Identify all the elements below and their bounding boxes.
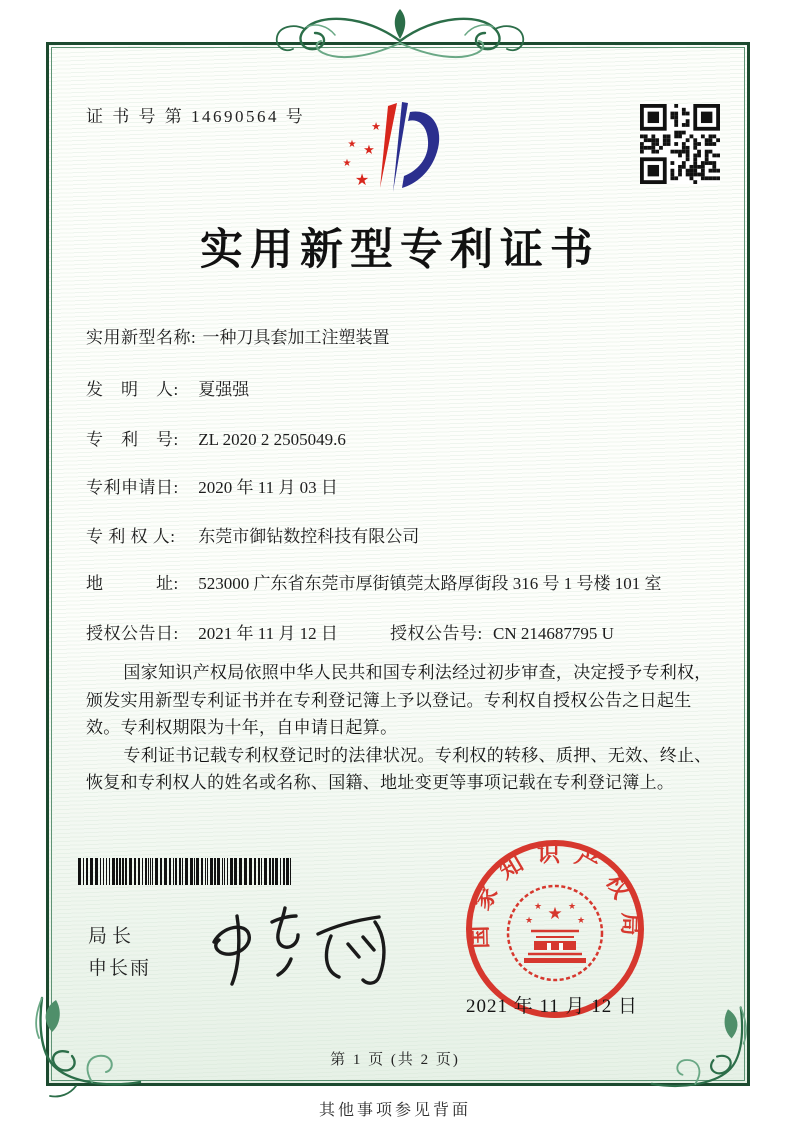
field-value: 一种刀具套加工注塑装置 — [202, 328, 390, 347]
certificate-number: 证 书 号 第 14690564 号 — [86, 107, 306, 126]
page-number: 第 1 页 (共 2 页) — [330, 1052, 460, 1068]
director-signature — [192, 880, 427, 995]
legal-paragraph: 专利证书记载专利权登记时的法律状况。专利权的转移、质押、无效、终止、恢复和专利权人的姓名或名称、国籍、地址变更等事项记载在专利登记簿上。 — [86, 745, 712, 792]
bottom-right-flourish-ornament — [648, 998, 768, 1106]
logo-star-icon: ★ — [342, 158, 352, 169]
seal-org-text — [467, 841, 644, 949]
field-value: ZL 2020 2 2505049.6 — [198, 430, 346, 449]
director-name: 申长雨 — [88, 958, 152, 979]
seal-ring — [469, 843, 641, 1015]
field-label: 授权公告号: — [390, 624, 483, 643]
back-side-note: 其他事项参见背面 — [318, 1102, 471, 1119]
logo-red-wedge — [380, 103, 397, 188]
seal-date: 2021 年 11 月 12 日 — [466, 996, 639, 1017]
emblem-star-icon: ★ — [576, 916, 586, 926]
field-row-filing-date — [86, 476, 731, 500]
national-emblem — [508, 886, 602, 980]
field-row-inventor — [86, 378, 731, 402]
cnipa-logo — [336, 96, 452, 206]
logo-star-icon: ★ — [363, 143, 375, 158]
top-flourish-ornament — [235, 5, 565, 71]
qr-code — [640, 104, 720, 184]
director-title: 局长 — [88, 926, 137, 947]
legal-text — [86, 659, 720, 797]
field-value: 523000 广东省东莞市厚街镇莞太路厚街段 316 号 1 号楼 101 室 — [198, 574, 662, 593]
emblem-star-icon: ★ — [547, 904, 563, 924]
field-row-patentee — [86, 525, 731, 549]
field-label: 专 利 权 人: — [86, 527, 176, 546]
field-row-patent-number — [86, 428, 731, 452]
field-label: 专 利 号: — [86, 430, 179, 449]
field-value: 2020 年 11 月 03 日 — [198, 478, 338, 497]
logo-p-bowl — [402, 112, 439, 188]
field-value: 东莞市御钻数控科技有限公司 — [198, 527, 420, 546]
field-label: 专利申请日: — [86, 478, 179, 497]
emblem-star-icon: ★ — [524, 916, 534, 926]
logo-star-icon: ★ — [347, 139, 357, 150]
field-label: 授权公告日: — [86, 624, 179, 643]
seal-org-textpath: 国家知识产权局 — [466, 841, 644, 949]
logo-star-icon: ★ — [354, 170, 370, 189]
field-label: 地 址: — [86, 574, 179, 593]
legal-paragraph: 国家知识产权局依照中华人民共和国专利法经过初步审查，决定授予专利权，颁发实用新型专利证书并在专利登记簿上予以登记。专利权自授权公告之日起生效。专利权期限为十年，自申请日起算。 — [86, 663, 712, 737]
field-value: 夏强强 — [198, 380, 250, 399]
logo-star-icon: ★ — [371, 120, 381, 133]
emblem-star-icon: ★ — [533, 902, 543, 912]
field-value: CN 214687795 U — [492, 624, 614, 643]
field-label: 实用新型名称: — [86, 328, 197, 347]
field-row-grant-date — [86, 622, 731, 646]
certificate-title: 实用新型专利证书 — [200, 227, 600, 274]
field-row-name — [86, 326, 731, 350]
field-label: 发 明 人: — [86, 380, 179, 399]
field-value: 2021 年 11 月 12 日 — [198, 624, 338, 643]
bottom-left-flourish-ornament — [12, 990, 144, 1104]
grant-publication-number — [390, 622, 614, 646]
field-row-address — [86, 572, 731, 596]
emblem-star-icon: ★ — [567, 902, 577, 912]
